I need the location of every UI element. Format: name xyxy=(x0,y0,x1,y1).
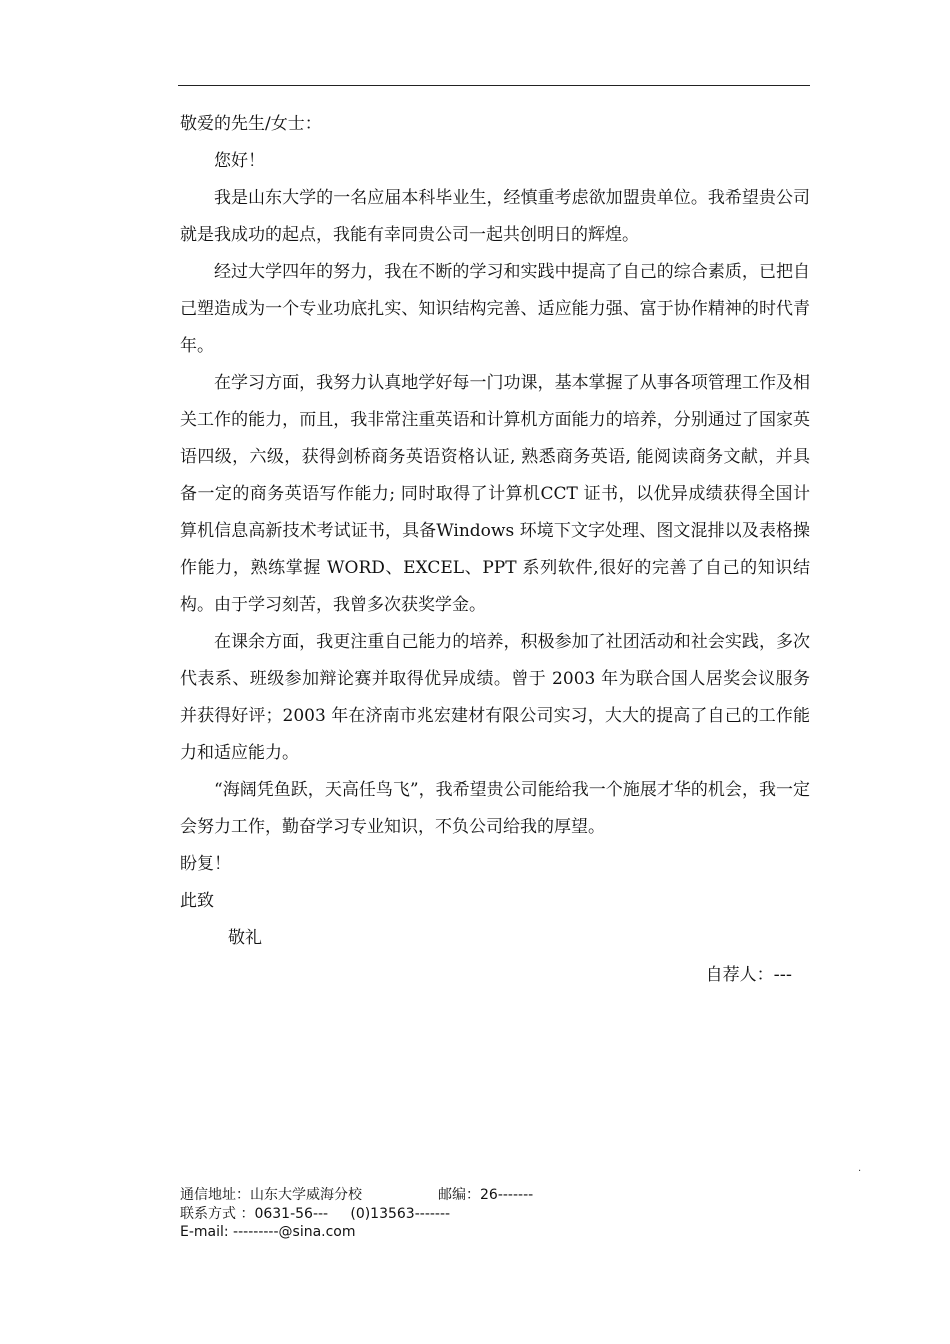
footer-address: 通信地址：山东大学威海分校 xyxy=(180,1187,362,1203)
header-rule xyxy=(178,85,810,86)
signature-name: --- xyxy=(773,965,792,985)
contact-footer xyxy=(180,1186,810,1242)
paragraph-growth: 经过大学四年的努力，我在不断的学习和实践中提高了自己的综合素质，已把自己塑造成为一个专业功底扎实、知识结构完善、适应能力强、富于协作精神的时代青年。 xyxy=(180,262,810,356)
signature-line xyxy=(180,957,810,994)
cover-letter xyxy=(180,106,810,994)
paragraph-closing: “海阔凭鱼跃，天高任鸟飞”，我希望贵公司能给我一个施展才华的机会，我一定会努力工作，勤奋学习专业知识，不负公司给我的厚望。 xyxy=(180,780,810,837)
paragraph-activities: 在课余方面，我更注重自己能力的培养，积极参加了社团活动和社会实践，多次代表系、班级参加辩论赛并取得优异成绩。曾于 2003 年为联合国人居奖会议服务并获得好评；2003 年在济南市兆宏建材有限公司实习，大大的提高了自己的工作能力和适应能力。 xyxy=(180,632,810,763)
paragraph-intro: 我是山东大学的一名应届本科毕业生，经慎重考虑欲加盟贵单位。我希望贵公司就是我成功的起点，我能有幸同贵公司一起共创明日的辉煌。 xyxy=(180,188,810,245)
closing-zhizhi: 此致 xyxy=(180,891,214,911)
greeting: 您好！ xyxy=(214,151,265,171)
footer-address-line xyxy=(180,1186,810,1205)
footer-contact: 联系方式 ：0631-56--- (0)13563------- xyxy=(180,1205,451,1222)
paragraph-study: 在学习方面，我努力认真地学好每一门功课，基本掌握了从事各项管理工作及相关工作的能力，而且，我非常注重英语和计算机方面能力的培养，分别通过了国家英语四级，六级，获得剑桥商务英语资格认证, 熟悉商务英语, 能阅读商务文献，并具备一定的商务英语写作能力; 同时取得了计算机CCT 证书，以优异成绩获得全国计算机信息高新技术考试证书，具备Windows 环境下文字处理、图文混排以及表格操作能力，熟练掌握 WORD、EXCEL、PPT 系列软件,很好的完善了自己的知识结构。由于学习刻苦，我曾多次获奖学金。 xyxy=(180,373,810,615)
footer-postcode: 邮编：26------- xyxy=(438,1187,534,1203)
footer-email: E-mail: ---------@sina.com xyxy=(180,1224,356,1240)
page-mark: . xyxy=(858,1163,862,1174)
salutation: 敬爱的先生/女士： xyxy=(180,114,322,134)
signature-label: 自荐人： xyxy=(705,965,774,985)
closing-expect: 盼复！ xyxy=(180,854,231,874)
closing-jingli: 敬礼 xyxy=(228,928,262,948)
